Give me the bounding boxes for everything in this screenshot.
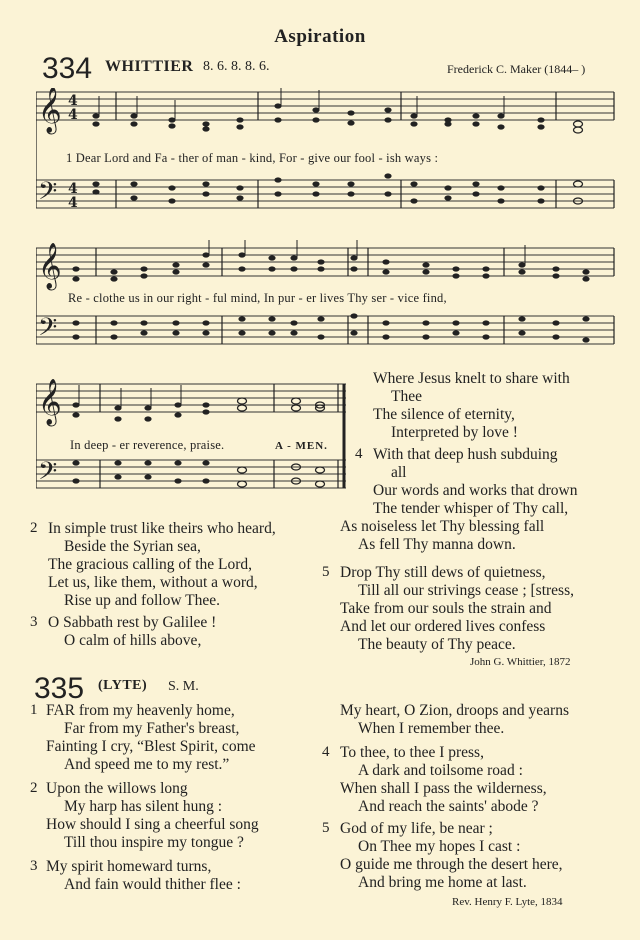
hymn-335-number: 335 <box>34 672 85 705</box>
hymn-335-verse-1: 1 FAR from my heavenly home, Far from my Father's breast, Fainting I cry, “Blest Spirit, come And speed me to my rest.” <box>30 702 256 773</box>
svg-text:4: 4 <box>68 195 78 211</box>
hymn-335-verse-2: 2 Upon the willows long My harp has silent hung : How should I sing a cheerful song Till thou inspire my tongue ? <box>30 780 259 851</box>
svg-text:4: 4 <box>68 107 78 123</box>
hymn-334-verse-1-continued: Where Jesus knelt to share with Thee The silence of eternity, Interpreted by love ! <box>373 370 570 441</box>
hymn-334-verse-3: 3 O Sabbath rest by Galilee ! O calm of hills above, <box>30 614 217 649</box>
hymn-334-verse-5: 5 Drop Thy still dews of quietness, Till all our strivings cease ; [stress, Take from our souls the strain and And let our ordered lives confess The beauty of Thy peace. <box>322 564 574 653</box>
section-title: Aspiration <box>274 26 366 47</box>
hymn-334-author: John G. Whittier, 1872 <box>470 656 571 668</box>
treble-clef-icon: 𝄞 <box>38 379 62 425</box>
bass-clef-icon: 𝄢 <box>38 177 58 212</box>
bass-staff <box>36 180 614 208</box>
hymn-335-tune: (LYTE) <box>98 678 148 693</box>
hymn-335-verse-3: 3 My spirit homeward turns, And fain would thither flee : <box>30 858 241 893</box>
hymn-334-verse-4: 4 With that deep hush subduing all Our words and works that drown The tender whisper of Thy call, As noiseless let Thy blessing fall As fell Thy manna down. <box>340 446 578 553</box>
treble-staff <box>36 92 614 120</box>
hymn-335-meter: S. M. <box>168 679 199 694</box>
bass-clef-icon: 𝄢 <box>38 457 58 492</box>
hymn-334-lyrics-line-3: In deep - er reverence, praise. <box>70 438 225 452</box>
hymn-334-lyrics-line-1: 1 Dear Lord and Fa - ther of man - kind, For - give our fool - ish ways : <box>66 151 439 165</box>
hymn-334-tune: WHITTIER <box>105 58 194 75</box>
treble-clef-icon: 𝄞 <box>38 88 62 133</box>
hymn-334-verse-2: 2 In simple trust like theirs who heard, Beside the Syrian sea, The gracious calling of the Lord, Let us, like them, without a word, Rise up and follow Thee. <box>30 520 276 609</box>
hymn-334-lyrics-line-2: Re - clothe us in our right - ful mind, In pur - er lives Thy ser - vice find, <box>68 291 447 305</box>
svg-text:4: 4 <box>68 181 78 197</box>
treble-clef-icon: 𝄞 <box>38 243 62 289</box>
bass-clef-icon: 𝄢 <box>38 313 58 348</box>
hymn-334-meter: 8. 6. 8. 8. 6. <box>203 59 270 74</box>
hymn-335-verse-3-continued: My heart, O Zion, droops and yearns When I remember thee. <box>340 702 570 737</box>
music-system-3 <box>36 372 348 502</box>
hymn-334-number: 334 <box>42 52 93 85</box>
time-signature-top: 4 <box>68 93 78 109</box>
hymn-335-verse-5: 5 God of my life, be near ; On Thee my hopes I cast : O guide me through the desert here, And bring me home at last. <box>322 820 563 891</box>
hymn-335-verse-4: 4 To thee, to thee I press, A dark and toilsome road : When shall I pass the wilderness, And reach the saints' abode ? <box>322 744 547 815</box>
hymn-334-composer: Frederick C. Maker (1844– ) <box>447 62 586 76</box>
amen-label: A - MEN. <box>275 440 328 452</box>
hymn-335-author: Rev. Henry F. Lyte, 1834 <box>452 896 563 908</box>
